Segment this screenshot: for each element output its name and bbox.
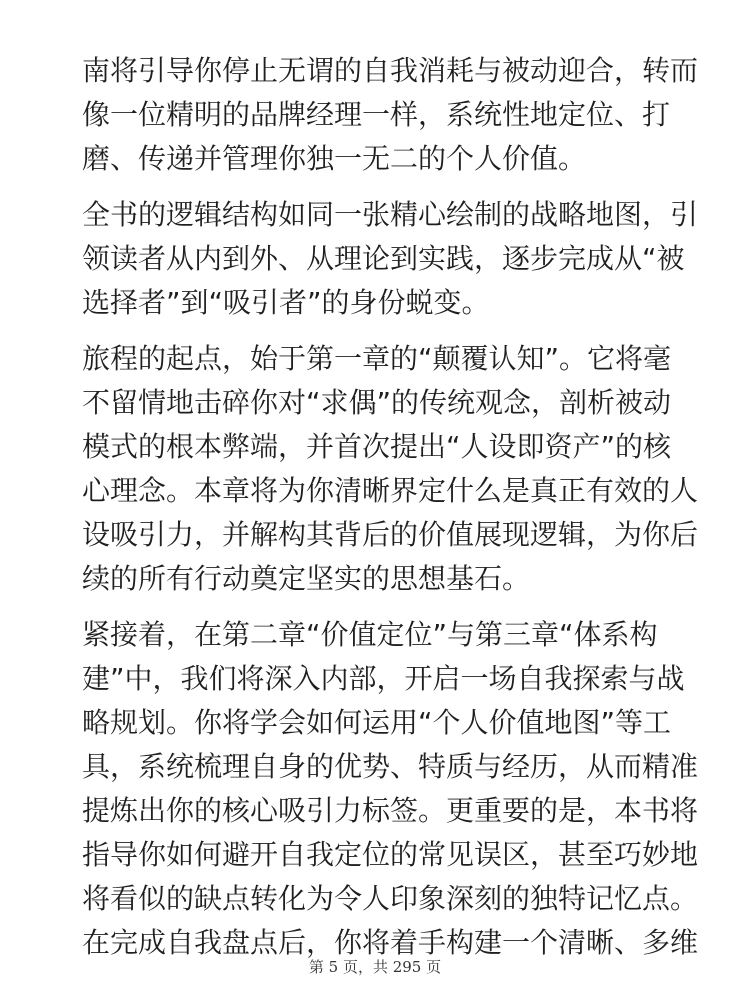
text-line: 略规划。你将学会如何运用“个人价值地图”等工	[82, 706, 672, 739]
paragraph-1	[82, 49, 699, 181]
text-line: 建”中，我们将深入内部，开启一场自我探索与战	[82, 662, 685, 695]
page-footer	[0, 956, 750, 977]
text-line: 指导你如何避开自我定位的常见误区，甚至巧妙地	[82, 838, 699, 871]
text-line: 心理念。本章将为你清晰界定什么是真正有效的人	[82, 474, 699, 507]
text-line: 南将引导你停止无谓的自我消耗与被动迎合，转而	[82, 54, 699, 87]
text-line: 像一位精明的品牌经理一样，系统性地定位、打	[82, 98, 671, 131]
text-line: 设吸引力，并解构其背后的价值展现逻辑，为你后	[82, 518, 699, 551]
paragraph-4	[82, 613, 699, 965]
text-line: 磨、传递并管理你独一无二的个人价值。	[82, 142, 587, 175]
text-line: 提炼出你的核心吸引力标签。更重要的是，本书将	[82, 794, 699, 827]
paragraph-2	[82, 193, 699, 325]
text-line: 紧接着，在第二章“价值定位”与第三章“体系构	[82, 618, 658, 651]
text-line: 将看似的缺点转化为令人印象深刻的独特记忆点。	[82, 882, 699, 915]
text-line: 具，系统梳理自身的优势、特质与经历，从而精准	[82, 750, 699, 783]
text-line: 在完成自我盘点后，你将着手构建一个清晰、多维	[82, 926, 699, 959]
text-line: 不留情地击碎你对“求偶”的传统观念，剖析被动	[82, 386, 672, 419]
paragraph-3	[82, 337, 699, 601]
page-number: 第 5 页，共 295 页	[308, 958, 442, 976]
text-line: 续的所有行动奠定坚实的思想基石。	[82, 562, 531, 595]
text-line: 领读者从内到外、从理论到实践，逐步完成从“被	[82, 242, 685, 275]
text-line: 全书的逻辑结构如同一张精心绘制的战略地图，引	[82, 198, 699, 231]
text-line: 旅程的起点，始于第一章的“颠覆认知”。它将毫	[82, 342, 672, 375]
document-body	[82, 49, 699, 977]
text-line: 模式的根本弊端，并首次提出“人设即资产”的核	[82, 430, 672, 463]
text-line: 选择者”到“吸引者”的身份蜕变。	[82, 286, 490, 319]
